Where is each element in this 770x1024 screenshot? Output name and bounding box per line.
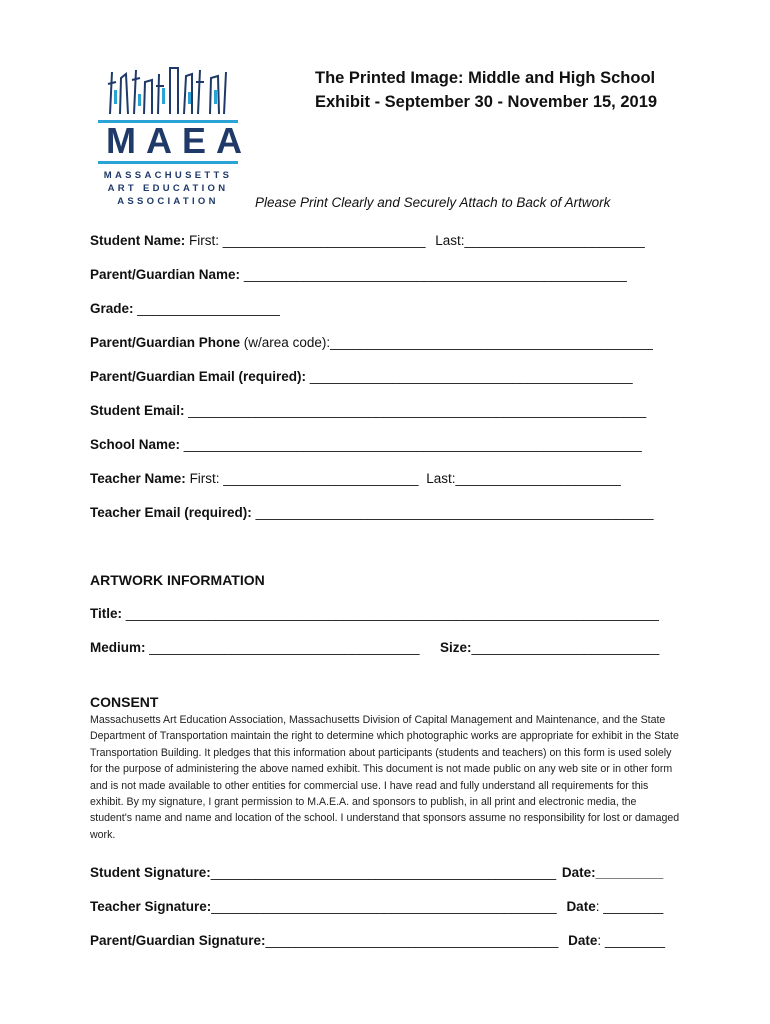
- grade-row: [90, 301, 280, 316]
- parent-phone-note: (w/area code):: [243, 335, 331, 350]
- artwork-size-label: Size:: [440, 640, 472, 655]
- artwork-medium-row: [90, 640, 420, 655]
- teacher-email-row: [90, 505, 654, 520]
- teacher-signature-label: Teacher Signature:: [90, 899, 212, 914]
- artwork-title-field[interactable]: _______________________________________________________________________: [125, 606, 659, 621]
- student-name-label: Student Name:: [90, 233, 186, 248]
- parent-phone-label: Parent/Guardian Phone: [90, 335, 241, 350]
- teacher-signature-field[interactable]: ______________________________________________: [211, 899, 557, 914]
- student-name-row: [90, 233, 645, 248]
- student-first-name-field[interactable]: First: ___________________________: [189, 233, 426, 248]
- grade-field[interactable]: ___________________: [137, 301, 280, 316]
- logo-line-2: ART EDUCATION: [107, 183, 229, 194]
- teacher-email-label: Teacher Email (required):: [90, 505, 252, 520]
- logo-bottom-bar: [98, 161, 238, 164]
- exhibit-title-line-2: Exhibit - September 30 - November 15, 2019: [315, 93, 658, 111]
- teacher-signature-date-field[interactable]: : ________: [595, 899, 664, 914]
- maea-logo: [98, 64, 252, 214]
- consent-heading: CONSENT: [90, 694, 159, 710]
- teacher-first-name-field[interactable]: First: __________________________: [189, 471, 419, 486]
- student-last-name-field[interactable]: Last:________________________: [435, 233, 645, 248]
- parent-signature-field[interactable]: _______________________________________: [265, 933, 559, 948]
- print-instruction: Please Print Clearly and Securely Attach to Back of Artwork: [255, 195, 611, 210]
- student-signature-label: Student Signature:: [90, 865, 211, 880]
- artwork-heading: ARTWORK INFORMATION: [90, 572, 265, 588]
- logo-acronym: MAEA: [106, 120, 252, 161]
- parent-phone-field[interactable]: ___________________________________________: [330, 335, 653, 350]
- parent-email-label: Parent/Guardian Email (required):: [90, 369, 307, 384]
- teacher-email-field[interactable]: _____________________________________________________: [255, 505, 654, 520]
- school-name-row: [90, 437, 642, 452]
- grade-label: Grade:: [90, 301, 134, 316]
- school-name-label: School Name:: [90, 437, 181, 452]
- artwork-size-field[interactable]: _________________________: [471, 640, 660, 655]
- parent-signature-row: [90, 933, 665, 948]
- parent-signature-date-field[interactable]: : ________: [597, 933, 665, 948]
- artwork-medium-field[interactable]: ____________________________________: [149, 640, 420, 655]
- artwork-title-label: Title:: [90, 606, 123, 621]
- school-name-field[interactable]: _____________________________________________________________: [183, 437, 642, 452]
- student-email-row: [90, 403, 646, 418]
- teacher-signature-row: [90, 899, 663, 914]
- teacher-name-label: Teacher Name:: [90, 471, 186, 486]
- student-email-field[interactable]: _____________________________________________________________: [188, 403, 647, 418]
- student-signature-row: [90, 865, 663, 880]
- parent-name-label: Parent/Guardian Name:: [90, 267, 241, 282]
- exhibit-title-line-1: The Printed Image: Middle and High School: [315, 69, 656, 87]
- artwork-size-row: [440, 640, 659, 655]
- consent-text: Massachusetts Art Education Association, Massachusetts Division of Capital Management and Maintenance, and the State Department of Transportation maintain the right to determine which photographic works are appropriate for exhibit in the State Transportation Building. It pledges that this information about participants (students and teachers) on this form is used solely for the purpose of administering the above named exhibit. This document is not made public on any web site or in other form and is not made available to other entities for commercial use. I have read and fully understand all requirements for this exhibit. By my signature, I grant permission to M.A.E.A. and sponsors to publish, in all print and electronic media, the student's name and name and location of the school. I understand that sponsors assume no responsibility for lost or damaged work.: [90, 714, 680, 841]
- parent-phone-row: [90, 335, 653, 350]
- parent-name-field[interactable]: ___________________________________________________: [243, 267, 627, 282]
- parent-name-row: [90, 267, 627, 282]
- logo-line-1: MASSACHUSETTS: [103, 170, 233, 181]
- art-tools-icon: [98, 64, 238, 120]
- teacher-name-row: [90, 471, 621, 486]
- parent-signature-date-label: Date: [568, 933, 598, 948]
- teacher-signature-date-label: Date: [566, 899, 596, 914]
- artwork-title-row: [90, 606, 659, 621]
- artwork-medium-label: Medium:: [90, 640, 146, 655]
- teacher-last-name-field[interactable]: Last:______________________: [426, 471, 621, 486]
- student-signature-field[interactable]: ______________________________________________: [210, 865, 557, 880]
- parent-email-row: [90, 369, 633, 384]
- student-email-label: Student Email:: [90, 403, 185, 418]
- parent-email-field[interactable]: ___________________________________________: [309, 369, 633, 384]
- student-signature-date-field[interactable]: Date:_________: [561, 865, 664, 880]
- parent-signature-label: Parent/Guardian Signature:: [90, 933, 266, 948]
- logo-line-3: ASSOCIATION: [117, 196, 219, 207]
